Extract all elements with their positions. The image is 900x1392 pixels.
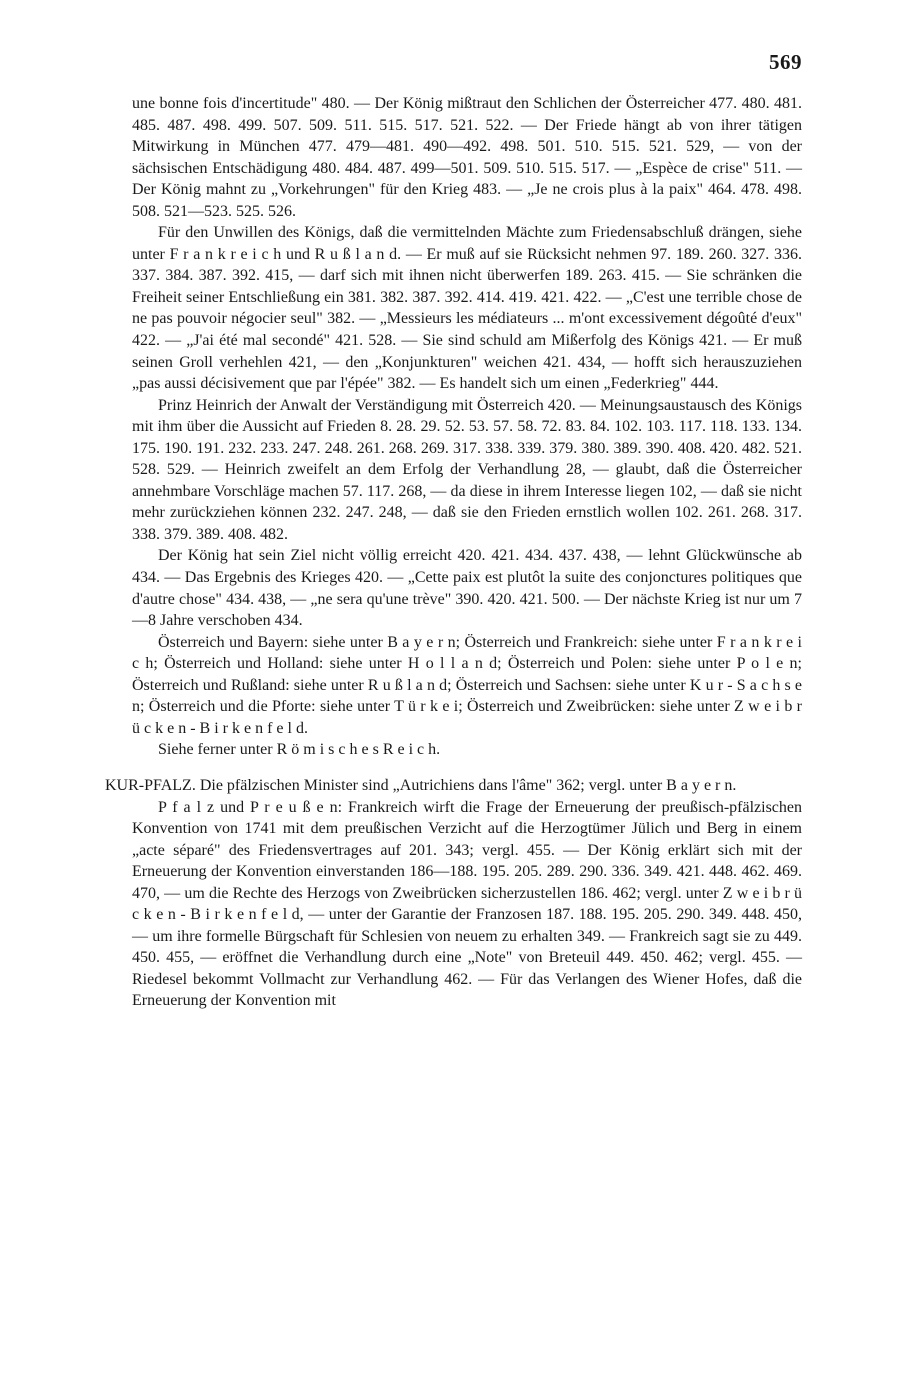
paragraph-cross-references: Österreich und Bayern: siehe unter B a y e r n; Österreich und Frankreich: siehe unter F r a n k r e i c h; Österreich und Holland: siehe unter H o l l a n d; Österreich und Polen: siehe unter P o l e n; Österreich und Rußland: siehe unter R u ß l a n d; Österreich und Sachsen: siehe unter K u r - S a c h s e n; Österreich und die Pforte: siehe unter T ü r k e i; Österreich und Zweibrücken: siehe unter Z w e i b r ü c k e n - B i r k e n f e l d. (132, 633, 802, 737)
page-number: 569 (769, 50, 802, 74)
paragraph-see-also: Siehe ferner unter R ö m i s c h e s R e i c h. (158, 741, 441, 759)
entry-headword: KUR-PFALZ. (105, 776, 196, 794)
paragraph-prince-heinrich: Prinz Heinrich der Anwalt der Verständigung mit Österreich 420. — Meinungsaustausch des Königs mit ihm über die Aussicht auf Frieden 8. 28. 29. 52. 53. 57. 58. 72. 83. 84. 102. 103. 117. 118. 133. 134. 175. 190. 191. 232. 233. 247. 248. 261. 268. 269. 317. 338. 339. 379. 380. 389. 390. 408. 420. 482. 521. 528. 529. — Heinrich zweifelt an dem Erfolg der Verhandlung 28, — glaubt, daß die Österreicher annehmbare Vorschläge machen 57. 117. 268, — da diese in ihrem Interesse liegen 102, — daß sie nicht mehr zurückziehen können 232. 247. 248, — daß sie den Frieden ernstlich wollen 102. 261. 268. 317. 338. 379. 389. 408. 482. (132, 396, 802, 543)
paragraph-continuation: une bonne fois d'incertitude" 480. — Der König mißtraut den Schlichen der Österreicher 477. 480. 481. 485. 487. 498. 499. 507. 509. 511. 515. 517. 521. 522. — Der Friede hängt ab von ihrer tätigen Mitwirkung in München 477. 479—481. 490—492. 498. 501. 510. 515. 521. 529, — von der sächsischen Entschädigung 480. 484. 487. 499—501. 509. 510. 515. 517. — „Espèce de crise" 511. — Der König mahnt zu „Vorkehrungen" für den Krieg 483. — „Je ne crois plus à la paix" 464. 478. 498. 508. 521—523. 525. 526. (132, 95, 802, 220)
paragraph-pfalz-preussen: P f a l z und P r e u ß e n: Frankreich wirft die Frage der Erneuerung der preußisch-pfälzischen Konvention von 1741 mit dem preußischen Verzicht auf die Herzogtümer Jülich und Berg in einem „acte séparé" des Friedensvertrages auf 201. 343; vergl. 455. — Der König erklärt sich mit der Erneuerung der Konvention einverstanden 186—188. 195. 205. 289. 290. 336. 349. 421. 448. 462. 469. 470, — um die Rechte des Herzogs von Zweibrücken sicherzustellen 186. 462; vergl. unter Z w e i b r ü c k e n - B i r k e n f e l d, — unter der Garantie der Franzosen 187. 188. 195. 205. 290. 349. 448. 450, — um ihre formelle Bürgschaft für Schlesien von neuem zu erhalten 349. — Frankreich sagt sie zu 449. 450. 455, — eröffnet die Verhandlung durch eine „Note" von Breteuil 449. 450. 462; vergl. 455. — Riedesel bekommt Vollmacht zur Verhandlung 462. — Für das Verlangen des Wiener Hofes, daß die Erneuerung der Konvention mit (132, 798, 802, 1010)
index-text (105, 93, 802, 1012)
paragraph-mediators: Für den Unwillen des Königs, daß die vermittelnden Mächte zum Friedensabschluß drängen, siehe unter F r a n k r e i c h und R u ß l a n d. — Er muß auf sie Rücksicht nehmen 97. 189. 260. 327. 336. 337. 384. 387. 392. 415, — darf sich mit ihnen nicht überwerfen 189. 263. 415. — Sie schränken die Freiheit seiner Entschließung ein 381. 382. 387. 392. 414. 419. 421. 422. — „C'est une terrible chose de ne pas pouvoir négocier seul" 382. — „Messieurs les médiateurs ... m'ont excessivement dégoûté d'eux" 422. — „J'ai été mal secondé" 421. 528. — Sie sind schuld am Mißerfolg des Königs 421. — Er muß seinen Groll verhehlen 421, — den „Konjunkturen" weichen 421. 434, — hofft sich herauszuziehen „pas aussi décisivement que par l'épée" 382. — Es handelt sich um einen „Federkrieg" 444. (132, 224, 802, 393)
paragraph-peace-result: Der König hat sein Ziel nicht völlig erreicht 420. 421. 434. 437. 438, — lehnt Glückwünsche ab 434. — Das Ergebnis des Krieges 420. — „Cette paix est plutôt la suite des conjonctures politiques que d'autre chose" 434. 438, — „ne sera qu'une trève" 390. 420. 421. 500. — Der nächste Krieg ist nur um 7—8 Jahre verschoben 434. (132, 547, 802, 630)
entry-intro-text: Die pfälzischen Minister sind „Autrichiens dans l'âme" 362; vergl. unter B a y e r n. (195, 776, 737, 794)
index-entry-kur-pfalz (105, 775, 802, 797)
